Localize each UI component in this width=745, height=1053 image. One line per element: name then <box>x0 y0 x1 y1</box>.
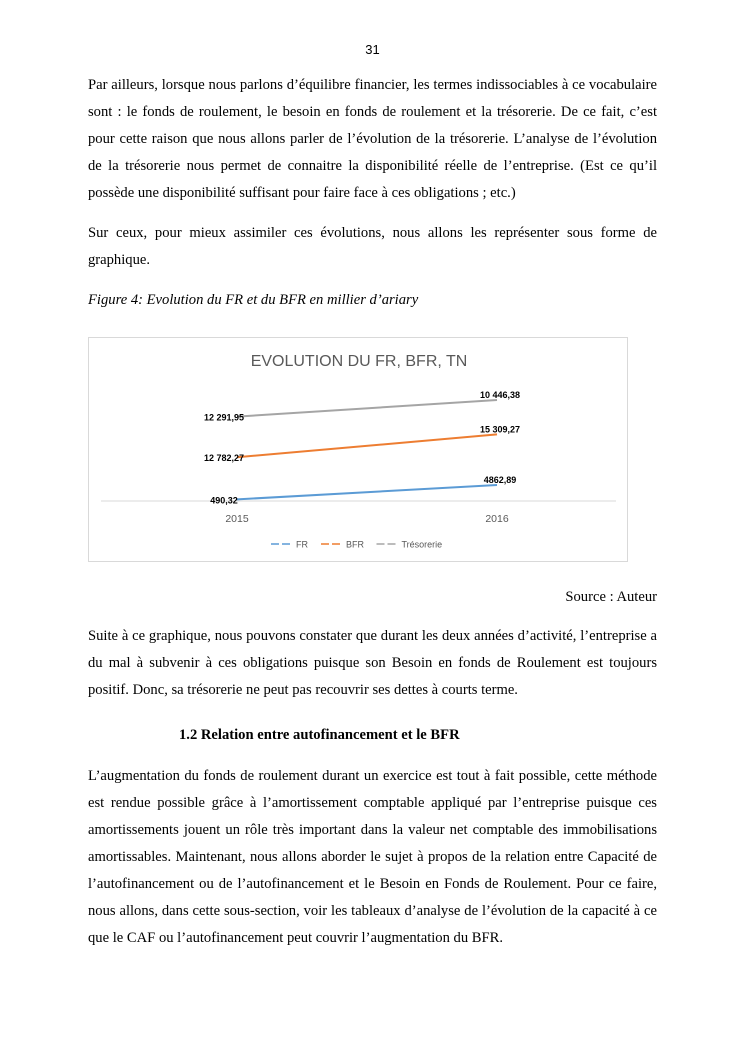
series-line-bfr <box>237 434 497 457</box>
series-line-trésorerie <box>237 400 497 417</box>
data-label: 12 782,27 <box>203 453 245 464</box>
legend-label: Trésorerie <box>401 539 443 550</box>
paragraph-1: Par ailleurs, lorsque nous parlons d’équilibre financier, les termes indissociables à ce vocabulaire sont : le fonds de roulement, le besoin en fonds de roulement et la trésorerie. De ce fait, c’est pour cette raison que nous allons parler de l’évolution de la trésorerie. L’analyse de l’évolution de la trésorerie nous permet de connaitre la disponibilité réelle de l’entreprise. (Est ce qu’il possède une disponibilité suffisant pour faire face à ces obligations ; etc.) <box>88 77 657 201</box>
legend-label: FR <box>296 539 308 550</box>
x-tick-label: 2016 <box>485 513 509 525</box>
legend-label: BFR <box>346 539 364 550</box>
x-tick-label: 2015 <box>225 513 249 525</box>
series-line-fr <box>237 485 497 499</box>
data-label: 10 446,38 <box>479 389 521 400</box>
data-label: 4862,89 <box>483 474 517 485</box>
chart-svg <box>89 338 629 563</box>
paragraph-2: Sur ceux, pour mieux assimiler ces évolutions, nous allons les représenter sous forme de graphique. <box>88 225 657 268</box>
data-label: 15 309,27 <box>479 424 521 435</box>
paragraph-4: L’augmentation du fonds de roulement durant un exercice est tout à fait possible, cette méthode est rendue possible grâce à l’amortissement comptable appliqué par l’entreprise puisque ces amortissements jouent un rôle très important dans la valeur net comptable des immobilisations amortissables. Maintenant, nous allons aborder le sujet à propos de la relation entre Capacité de l’autofinancement ou de l’autofinancement et le Besoin en Fonds de Roulement. Pour ce faire, nous allons, dans cette sous-section, voir les tableaux d’analyse de l’évolution de la capacité à ce que le CAF ou l’autofinancement peut couvrir l’augmentation du BFR. <box>88 768 657 946</box>
chart <box>88 337 628 562</box>
chart-title: EVOLUTION DU FR, BFR, TN <box>250 353 468 370</box>
data-label: 490,32 <box>210 495 238 506</box>
page-number: 31 <box>365 42 380 57</box>
paragraph-3: Suite à ce graphique, nous pouvons constater que durant les deux années d’activité, l’entreprise a du mal à subvenir à ces obligations puisque son Besoin en fonds de Roulement est toujours positif. Donc, sa trésorerie ne peut pas recouvrir ses dettes à courts terme. <box>88 628 657 698</box>
figure-caption: Figure 4: Evolution du FR et du BFR en millier d’ariary <box>88 292 419 308</box>
source-note: Source : Auteur <box>565 589 657 605</box>
data-label: 12 291,95 <box>203 412 245 423</box>
section-heading: 1.2 Relation entre autofinancement et le BFR <box>179 727 460 743</box>
